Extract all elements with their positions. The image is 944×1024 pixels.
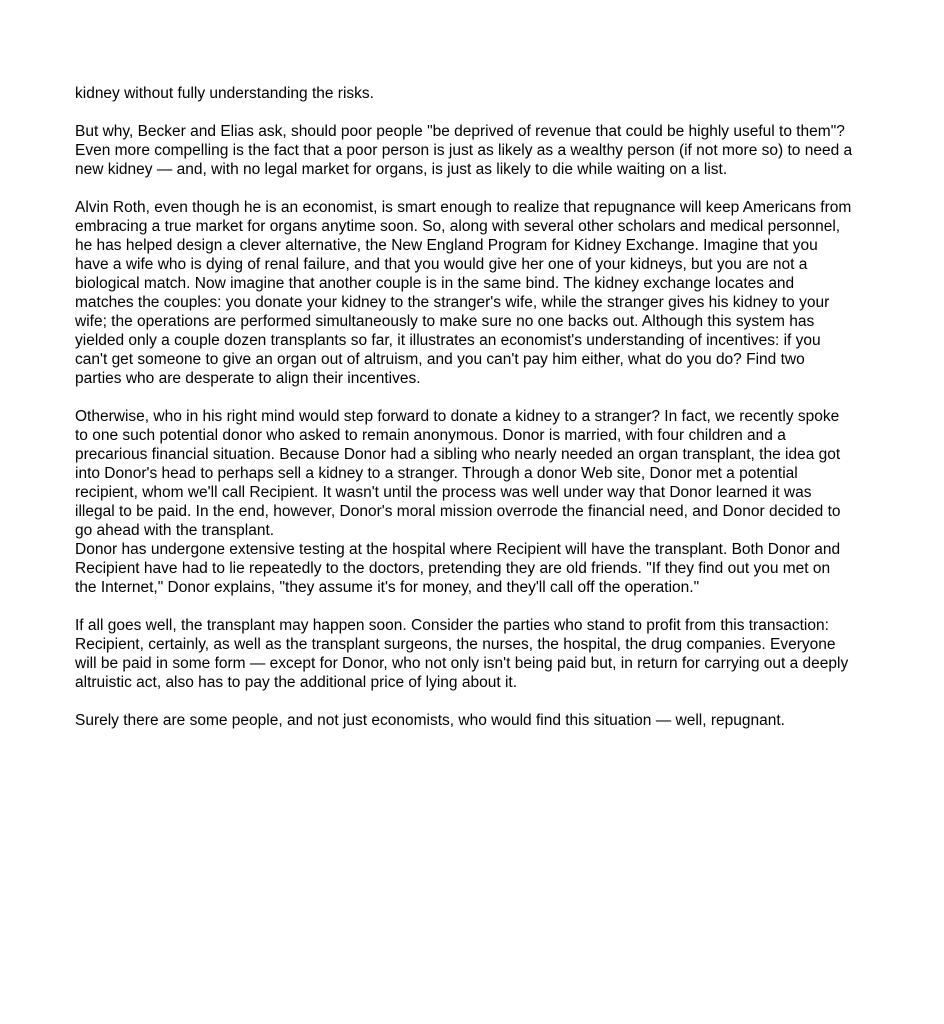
article-body [75, 84, 853, 749]
paragraph-5: Donor has undergone extensive testing at the hospital where Recipient will have the transplant. Both Donor and Recipient have had to lie repeatedly to the doctors, pretending they are old friends. "If they find out you met on the Internet," Donor explains, "they assume it's for money, and they'll call off the operation." [75, 541, 841, 596]
paragraph-6: If all goes well, the transplant may happen soon. Consider the parties who stand to profit from this transaction: Recipient, certainly, as well as the transplant surgeons, the nurses, the hospital, the drug companies. Everyone will be paid in some form — except for Donor, who not only isn't being paid but, in return for carrying out a deeply altruistic act, also has to pay the additional price of lying about it. [75, 617, 849, 691]
paragraph-7: Surely there are some people, and not just economists, who would find this situation — well, repugnant. [75, 712, 785, 729]
paragraph-1: kidney without fully understanding the risks. [75, 85, 374, 102]
paragraph-4: Otherwise, who in his right mind would step forward to donate a kidney to a stranger? In fact, we recently spoke to one such potential donor who asked to remain anonymous. Donor is married, with four children and a precarious financial situation. Because Donor had a sibling who nearly needed an organ transplant, the idea got into Donor's head to perhaps sell a kidney to a stranger. Through a donor Web site, Donor met a potential recipient, whom we'll call Recipient. It wasn't until the process was well under way that Donor learned it was illegal to be paid. In the end, however, Donor's moral mission overrode the financial need, and Donor decided to go ahead with the transplant. [75, 408, 841, 539]
paragraph-3: Alvin Roth, even though he is an economist, is smart enough to realize that repugnance will keep Americans from embracing a true market for organs anytime soon. So, along with several other scholars and medical personnel, he has helped design a clever alternative, the New England Program for Kidney Exchange. Imagine that you have a wife who is dying of renal failure, and that you would give her one of your kidneys, but you are not a biological match. Now imagine that another couple is in the same bind. The kidney exchange locates and matches the couples: you donate your kidney to the stranger's wife, while the stranger gives his kidney to your wife; the operations are performed simultaneously to make sure no one backs out. Although this system has yielded only a couple dozen transplants so far, it illustrates an economist's understanding of incentives: if you can't get someone to give an organ out of altruism, and you can't pay him either, what do you do? Find two parties who are desperate to align their incentives. [75, 199, 852, 387]
paragraph-2: But why, Becker and Elias ask, should poor people "be deprived of revenue that could be highly useful to them"? Even more compelling is the fact that a poor person is just as likely as a wealthy person (if not more so) to need a new kidney — and, with no legal market for organs, is just as likely to die while waiting on a list. [75, 123, 853, 178]
